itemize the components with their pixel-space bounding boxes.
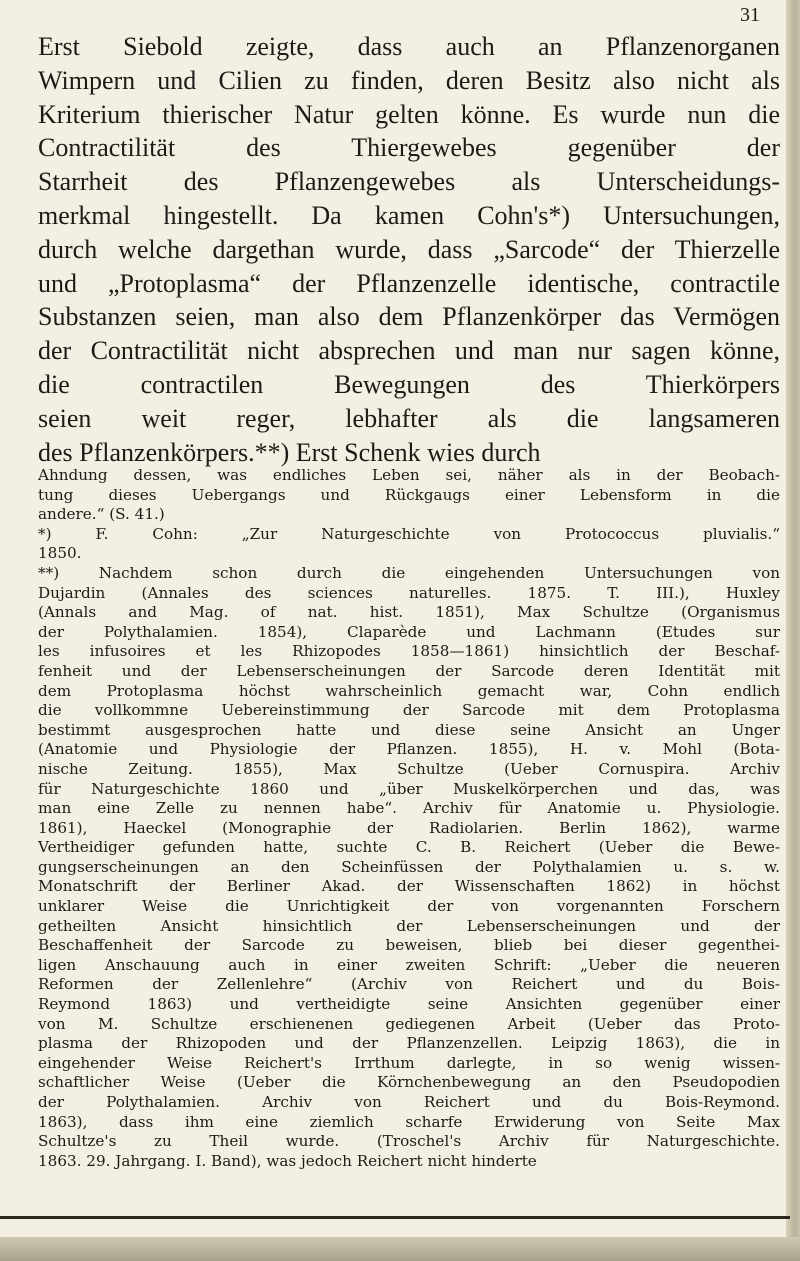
- footnote-line: *) F. Cohn: „Zur Naturgeschichte von Protococcus pluvialis.“: [38, 524, 780, 543]
- footnote-line: **) Nachdem schon durch die eingehenden Untersuchungen von: [38, 563, 780, 582]
- footnote-line: Ahndung dessen, was endliches Leben sei, näher als in der Beobach-: [38, 466, 780, 484]
- footnote-line: man eine Zelle zu nennen habe“. Archiv für Anatomie u. Physiologie.: [38, 799, 780, 818]
- footnote-line: gungserscheinungen an den Scheinfüssen der Polythalamien u. s. w.: [38, 857, 780, 876]
- footnote-line: tung dieses Uebergangs und Rückgaugs einer Lebensform in die: [38, 485, 780, 504]
- footnote-line: (Anatomie und Physiologie der Pflanzen. 1855), H. v. Mohl (Bota-: [38, 740, 780, 759]
- body-line: Erst Siebold zeigte, dass auch an Pflanzenorganen: [38, 32, 780, 61]
- body-line: der Contractilität nicht absprechen und man nur sagen könne,: [38, 336, 780, 366]
- body-line: des Pflanzenkörpers.**) Erst Schenk wies durch: [38, 437, 541, 467]
- footnote-line: der Polythalamien. Archiv von Reichert und du Bois-Reymond.: [38, 1093, 780, 1111]
- footnote-line: 1861), Haeckel (Monographie der Radiolarien. Berlin 1862), warme: [38, 818, 780, 837]
- footnote-line: Monatschrift der Berliner Akad. der Wissenschaften 1862) in höchst: [38, 877, 780, 896]
- body-line: Wimpern und Cilien zu finden, deren Besitz also nicht als: [38, 65, 780, 95]
- footnote-line: getheilten Ansicht hinsichtlich der Lebenserscheinungen und der: [38, 916, 780, 935]
- footnote-line: Reymond 1863) und vertheidigte seine Ansichten gegenüber einer: [38, 995, 780, 1014]
- main-text: [38, 30, 780, 469]
- footnote-line: les infusoires et les Rhizopodes 1858—1861) hinsichtlich der Beschaf-: [38, 642, 780, 661]
- footnote-line: Beschaffenheit der Sarcode zu beweisen, blieb bei dieser gegenthei-: [38, 936, 780, 955]
- footnote-line: Reformen der Zellenlehre“ (Archiv von Reichert und du Bois-: [38, 975, 780, 994]
- footnote-line: 1850.: [38, 544, 82, 563]
- page-edge-bottom: [0, 1237, 800, 1261]
- footnote-line: unklarer Weise die Unrichtigkeit der von vorgenannten Forschern: [38, 897, 780, 916]
- footnote-line: dem Protoplasma höchst wahrscheinlich gemacht war, Cohn endlich: [38, 681, 780, 700]
- footnote-line: andere.“ (S. 41.): [38, 505, 165, 524]
- footnote-line: von M. Schultze erschienenen gediegenen Arbeit (Ueber das Proto-: [38, 1014, 780, 1033]
- footnote-line: 1863. 29. Jahrgang. I. Band), was jedoch Reichert nicht hinderte: [38, 1151, 537, 1170]
- footnote-line: die vollkommne Uebereinstimmung der Sarcode mit dem Protoplasma: [38, 701, 780, 720]
- footnotes: [38, 466, 780, 1171]
- page-edge-right: [786, 0, 800, 1261]
- body-line: Starrheit des Pflanzengewebes als Unterscheidungs-: [38, 167, 780, 197]
- body-line: seien weit reger, lebhafter als die langsameren: [38, 403, 780, 433]
- footnote-line: für Naturgeschichte 1860 und „über Muskelkörperchen und das, was: [38, 779, 780, 798]
- body-line: Contractilität des Thiergewebes gegenüber der: [38, 133, 780, 163]
- body-line: durch welche dargethan wurde, dass „Sarcode“ der Thierzelle: [38, 234, 780, 264]
- footnote-line: (Annals and Mag. of nat. hist. 1851), Max Schultze (Organismus: [38, 603, 780, 622]
- body-line: die contractilen Bewegungen des Thierkörpers: [38, 369, 780, 399]
- footnote-line: der Polythalamien. 1854), Claparède und Lachmann (Etudes sur: [38, 622, 780, 641]
- footnote-line: ligen Anschauung auch in einer zweiten Schrift: „Ueber die neueren: [38, 955, 780, 974]
- body-line: Substanzen seien, man also dem Pflanzenkörper das Vermögen: [38, 302, 780, 332]
- body-line: Kriterium thierischer Natur gelten könne. Es wurde nun die: [38, 99, 780, 129]
- footnote-line: Dujardin (Annales des sciences naturelles. 1875. T. III.), Huxley: [38, 583, 780, 602]
- footnote-line: bestimmt ausgesprochen hatte und diese seine Ansicht an Unger: [38, 720, 780, 739]
- footnote-line: eingehender Weise Reichert's Irrthum darlegte, in so wenig wissen-: [38, 1053, 780, 1072]
- footnote-line: plasma der Rhizopoden und der Pflanzenzellen. Leipzig 1863), die in: [38, 1034, 780, 1053]
- page-number: 31: [740, 4, 760, 26]
- body-line: merkmal hingestellt. Da kamen Cohn's*) Untersuchungen,: [38, 200, 780, 230]
- footnote-line: schaftlicher Weise (Ueber die Körnchenbewegung an den Pseudopodien: [38, 1073, 780, 1092]
- footnote-line: Vertheidiger gefunden hatte, suchte C. B. Reichert (Ueber die Bewe-: [38, 838, 780, 857]
- footnote-line: 1863), dass ihm eine ziemlich scharfe Erwiderung von Seite Max: [38, 1112, 780, 1131]
- bottom-rule: [0, 1216, 790, 1219]
- footnote-line: fenheit und der Lebenserscheinungen der Sarcode deren Identität mit: [38, 661, 780, 680]
- footnote-line: Schultze's zu Theil wurde. (Troschel's Archiv für Naturgeschichte.: [38, 1132, 780, 1151]
- footnote-line: nische Zeitung. 1855), Max Schultze (Ueber Cornuspira. Archiv: [38, 759, 780, 778]
- body-line: und „Protoplasma“ der Pflanzenzelle identische, contractile: [38, 268, 780, 298]
